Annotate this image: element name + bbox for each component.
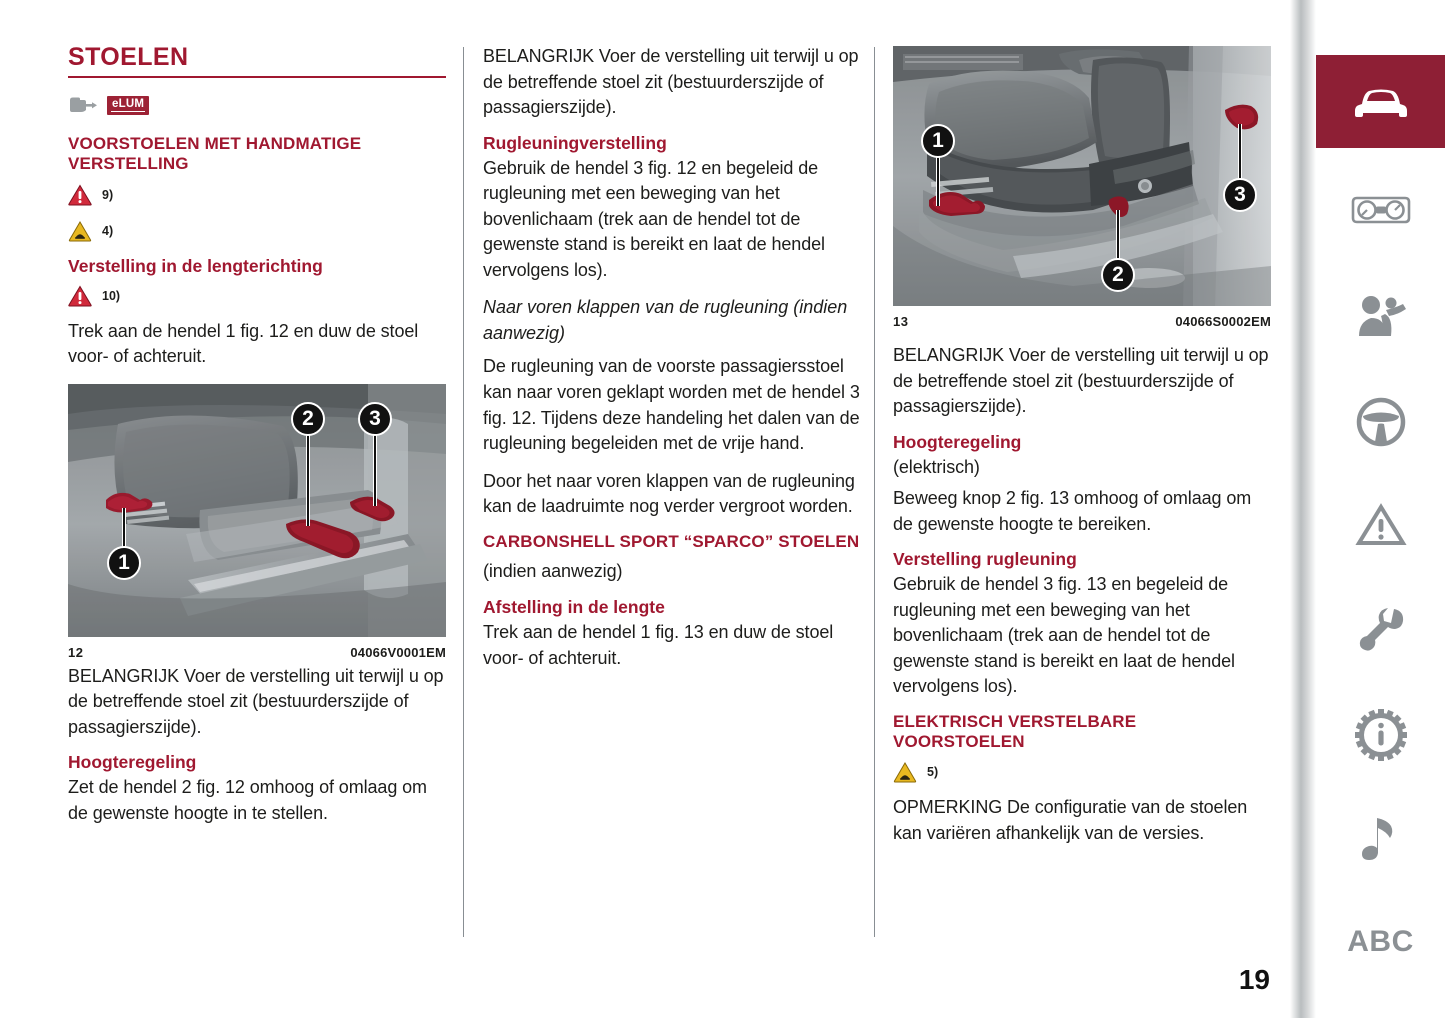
warning-note-9 xyxy=(68,182,446,208)
warning-note-10 xyxy=(68,283,446,309)
callout-leader-2 xyxy=(306,430,310,526)
sidebar-tab-steering[interactable] xyxy=(1316,375,1445,468)
figure-number: 12 xyxy=(68,644,84,660)
figure-callout-1 xyxy=(107,546,141,580)
yellow-warning-triangle-icon xyxy=(893,761,917,783)
middle-column xyxy=(483,44,861,683)
figure-12-image xyxy=(68,382,446,637)
figure-callout-1 xyxy=(921,124,955,158)
subheading-hoogteregeling-left: Hoogteregeling xyxy=(68,752,197,773)
callout-label: 1 xyxy=(118,550,130,574)
right-column xyxy=(893,44,1271,859)
wrench-icon xyxy=(1356,605,1406,655)
figure-13-caption xyxy=(893,314,1271,329)
callout-label: 2 xyxy=(1112,263,1124,286)
callout-label: 2 xyxy=(302,406,314,430)
paragraph-hoogteregeling-left: Zet de hendel 2 fig. 12 omhoog of omlaag om de gewenste hoogte in te stellen. xyxy=(68,777,427,823)
sparco-seat-adjustment-photo xyxy=(893,46,1271,306)
figure-code: 04066S0002EM xyxy=(1175,314,1271,329)
column-divider-2 xyxy=(874,47,875,937)
paragraph-opmerking: OPMERKING De configuratie van de stoelen kan variëren afhankelijk van de versies. xyxy=(893,797,1248,843)
callout-leader-3 xyxy=(373,430,377,506)
warning-note-ref: 10) xyxy=(102,288,121,303)
sidebar-spine-shadow xyxy=(1290,0,1316,1018)
subheading-rugleuningverstelling: Rugleuningverstelling xyxy=(483,132,667,153)
sidebar-tab-audio[interactable] xyxy=(1316,792,1445,885)
section-heading-carbonshell: CARBONSHELL SPORT “SPARCO” STOELEN xyxy=(483,531,860,551)
paragraph-lengte-instructie: Trek aan de hendel 1 fig. 12 en duw de stoel voor- of achteruit. xyxy=(68,320,419,367)
paragraph-knop-hoogte: Beweeg knop 2 fig. 13 omhoog of omlaag om de gewenste hoogte te bereiken. xyxy=(893,488,1252,534)
figure-12 xyxy=(68,382,446,660)
sidebar-tab-dashboard[interactable] xyxy=(1316,163,1445,256)
sidebar-tab-info[interactable] xyxy=(1316,688,1445,781)
paragraph-elektrisch: (elektrisch) xyxy=(893,456,980,477)
page-title: STOELEN xyxy=(68,43,189,71)
warning-note-5 xyxy=(893,759,1271,785)
paragraph-indien-aanwezig-mid: (indien aanwezig) xyxy=(483,561,623,582)
gear-info-icon xyxy=(1355,709,1407,761)
title-rule xyxy=(68,76,446,78)
warning-note-ref: 9) xyxy=(102,187,114,202)
subheading-hoogteregeling-right: Hoogteregeling xyxy=(893,431,1022,452)
callout-label: 3 xyxy=(369,406,381,430)
callout-label: 1 xyxy=(932,129,944,152)
paragraph-passagiersstoel: De rugleuning van de voorste passagiersstoel kan naar voren geklapt worden met de hendel 3 fig. 12. Tijdens deze handeling het dalen van de rugleuning begeleiden met de vrije hand. xyxy=(483,356,860,454)
page-number: 19 xyxy=(1238,964,1270,995)
elum-reference xyxy=(68,92,446,118)
section-heading-elektrisch-verstelbare: ELEKTRISCH VERSTELBARE VOORSTOELEN xyxy=(893,712,1137,751)
warning-note-ref: 5) xyxy=(927,765,939,780)
sidebar-tab-car[interactable] xyxy=(1316,55,1445,148)
subheading-verstelling-lengterichting: Verstelling in de lengterichting xyxy=(68,255,323,276)
callout-leader-3 xyxy=(1238,124,1242,184)
paragraph-belangrijk-mid: BELANGRIJK Voer de verstelling uit terwijl u op de betreffende stoel zit (bestuurderszijde of passagierszijde). xyxy=(483,46,859,118)
paragraph-afstelling-lengte: Trek aan de hendel 1 fig. 13 en duw de stoel voor- of achteruit. xyxy=(483,622,834,668)
figure-callout-2 xyxy=(291,402,325,436)
italic-heading-naar-voren-klappen: Naar voren klappen van de rugleuning (indien aanwezig) xyxy=(483,297,848,343)
column-divider-1 xyxy=(463,47,464,937)
figure-code: 04066V0001EM xyxy=(350,644,446,660)
abc-index-icon: ABC xyxy=(1347,924,1414,958)
figure-callout-3 xyxy=(1223,178,1257,212)
red-warning-triangle-icon xyxy=(68,184,92,206)
figure-13 xyxy=(893,44,1271,329)
sidebar-tab-service[interactable] xyxy=(1316,583,1445,676)
figure-callout-2 xyxy=(1101,258,1135,292)
callout-leader-1 xyxy=(936,156,940,206)
sidebar-tab-abc[interactable] xyxy=(1316,895,1445,988)
car-front-icon xyxy=(1352,82,1410,122)
dashboard-gauges-icon xyxy=(1351,190,1411,230)
left-column xyxy=(68,44,446,839)
warning-note-4 xyxy=(68,218,446,244)
paragraph-belangrijk-left: BELANGRIJK Voer de verstelling uit terwijl u op de betreffende stoel zit (bestuurderszijde of passagierszijde). xyxy=(68,665,444,737)
figure-12-caption xyxy=(68,645,446,660)
subheading-afstelling-lengte: Afstelling in de lengte xyxy=(483,597,665,618)
paragraph-belangrijk-right: BELANGRIJK Voer de verstelling uit terwijl u op de betreffende stoel zit (bestuurderszijde of passagierszijde). xyxy=(893,345,1269,417)
paragraph-verstelling-rugleuning: Gebruik de hendel 3 fig. 13 en begeleid de rugleuning met een beweging van het bovenlichaam (trek aan de hendel tot de gewenste stand is bereikt en laat de hendel vervolgens los). xyxy=(893,574,1235,697)
pointing-hand-icon xyxy=(68,95,98,115)
figure-callout-3 xyxy=(358,402,392,436)
warning-triangle-icon xyxy=(1355,502,1407,548)
callout-label: 3 xyxy=(1234,183,1246,206)
airbag-occupant-icon xyxy=(1353,294,1409,340)
section-tab-sidebar xyxy=(1290,0,1445,1018)
red-warning-triangle-icon xyxy=(68,285,92,307)
steering-wheel-icon xyxy=(1356,397,1406,447)
figure-13-image xyxy=(893,44,1271,306)
paragraph-rugleuningverstelling: Gebruik de hendel 3 fig. 12 en begeleid de rugleuning met een beweging van het bovenlichaam (trek aan de hendel tot de gewenste stand is bereikt en laat de hendel vervolgens los). xyxy=(483,157,825,280)
warning-note-ref: 4) xyxy=(102,223,114,238)
figure-number: 13 xyxy=(893,314,909,329)
yellow-warning-triangle-icon xyxy=(68,220,92,242)
subheading-verstelling-rugleuning: Verstelling rugleuning xyxy=(893,549,1077,570)
music-note-icon xyxy=(1361,814,1401,864)
elum-badge: eLUM xyxy=(107,96,149,116)
section-heading-voorstoelen: VOORSTOELEN MET HANDMATIGE VERSTELLING xyxy=(68,134,362,173)
sidebar-tab-warning[interactable] xyxy=(1316,478,1445,571)
paragraph-laadruimte: Door het naar voren klappen van de rugleuning kan de laadruimte nog verder vergroot worden. xyxy=(483,470,855,517)
callout-leader-2 xyxy=(1116,210,1120,264)
sidebar-tab-airbag[interactable] xyxy=(1316,270,1445,363)
